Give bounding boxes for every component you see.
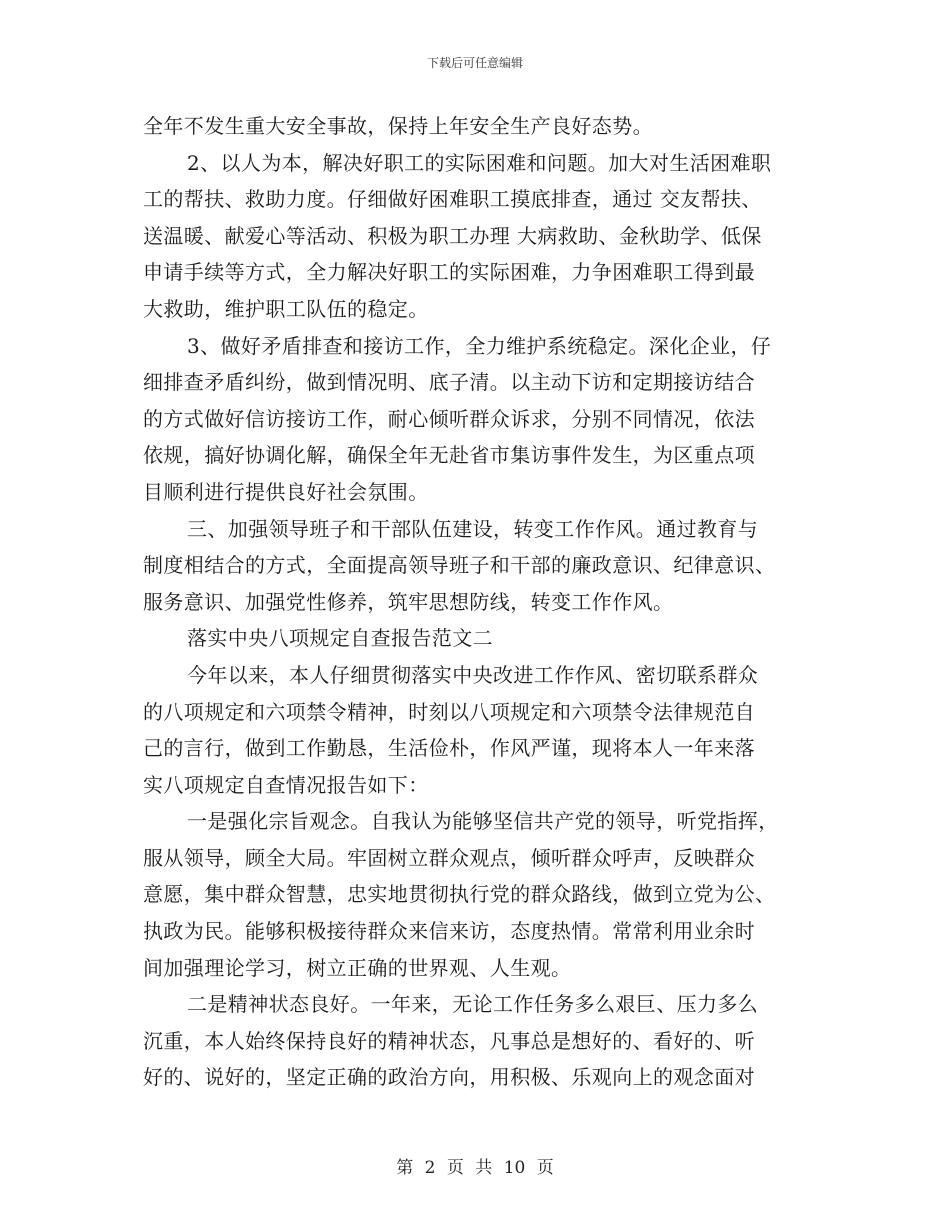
text-line: 三、加强领导班子和干部队伍建设，转变工作作风。通过教育与 xyxy=(187,516,759,541)
text-line: 2、以人为本，解决好职工的实际困难和问题。加大对生活困难职 xyxy=(187,150,772,175)
text-line: 工的帮扶、救助力度。仔细做好困难职工摸底排查，通过 交友帮扶、 xyxy=(143,187,762,212)
text-line: 的方式做好信访接访工作，耐心倾听群众诉求，分别不同情况，依法 xyxy=(143,406,755,431)
text-line: 全年不发生重大安全事故，保持上年安全生产良好态势。 xyxy=(143,114,653,138)
text-line: 服务意识、加强党性修养，筑牢思想防线，转变工作作风。 xyxy=(143,589,674,614)
text-line: 意愿，集中群众智慧，忠实地贯彻执行党的群众路线，做到立党为公、 xyxy=(143,882,776,907)
text-line: 己的言行，做到工作勤恳，生活俭朴，作风严谨，现将本人一年来落 xyxy=(143,736,755,761)
text-line: 的八项规定和六项禁令精神，时刻以八项规定和六项禁令法律规范自 xyxy=(143,699,755,724)
text-line: 申请手续等方式，全力解决好职工的实际困难，力争困难职工得到最 xyxy=(143,260,755,285)
text-line: 今年以来，本人仔细贯彻落实中央改进工作作风、密切联系群众 xyxy=(187,662,759,687)
text-line: 二是精神状态良好。一年来，无论工作任务多么艰巨、压力多么 xyxy=(187,992,759,1017)
text-line: 服从领导，顾全大局。牢固树立群众观点，倾听群众呼声，反映群众 xyxy=(143,845,755,870)
page-number-footer: 第 2 页 共 10 页 xyxy=(396,1158,554,1178)
text-line: 细排查矛盾纠纷，做到情况明、底子清。以主动下访和定期接访结合 xyxy=(143,370,755,395)
text-line: 送温暖、献爱心等活动、积极为职工办理 大病救助、金秋助学、低保 xyxy=(143,223,762,248)
text-line: 执政为民。能够积极接待群众来信来访，态度热情。常常利用业余时 xyxy=(143,919,755,944)
text-line: 好的、说好的，坚定正确的政治方向，用积极、乐观向上的观念面对 xyxy=(143,1065,755,1090)
text-line: 大救助，维护职工队伍的稳定。 xyxy=(143,296,429,321)
text-line: 目顺利进行提供良好社会氛围。 xyxy=(143,479,429,504)
text-line: 3、做好矛盾排查和接访工作，全力维护系统稳定。深化企业，仔 xyxy=(187,333,772,358)
text-line: 实八项规定自查情况报告如下： xyxy=(143,772,429,797)
text-line: 一是强化宗旨观念。自我认为能够坚信共产党的领导，听党指挥， xyxy=(187,809,779,834)
page-header: 下载后可任意编辑 xyxy=(426,56,523,70)
document-body xyxy=(143,108,803,1096)
text-line: 落实中央八项规定自查报告范文二 xyxy=(187,626,493,651)
text-line: 间加强理论学习，树立正确的世界观、人生观。 xyxy=(143,955,572,980)
text-line: 依规，搞好协调化解，确保全年无赴省市集访事件发生，为区重点项 xyxy=(143,443,755,468)
text-line: 沉重，本人始终保持良好的精神状态，凡事总是想好的、看好的、听 xyxy=(143,1028,755,1053)
text-line: 制度相结合的方式，全面提高领导班子和干部的廉政意识、纪律意识、 xyxy=(143,553,776,578)
